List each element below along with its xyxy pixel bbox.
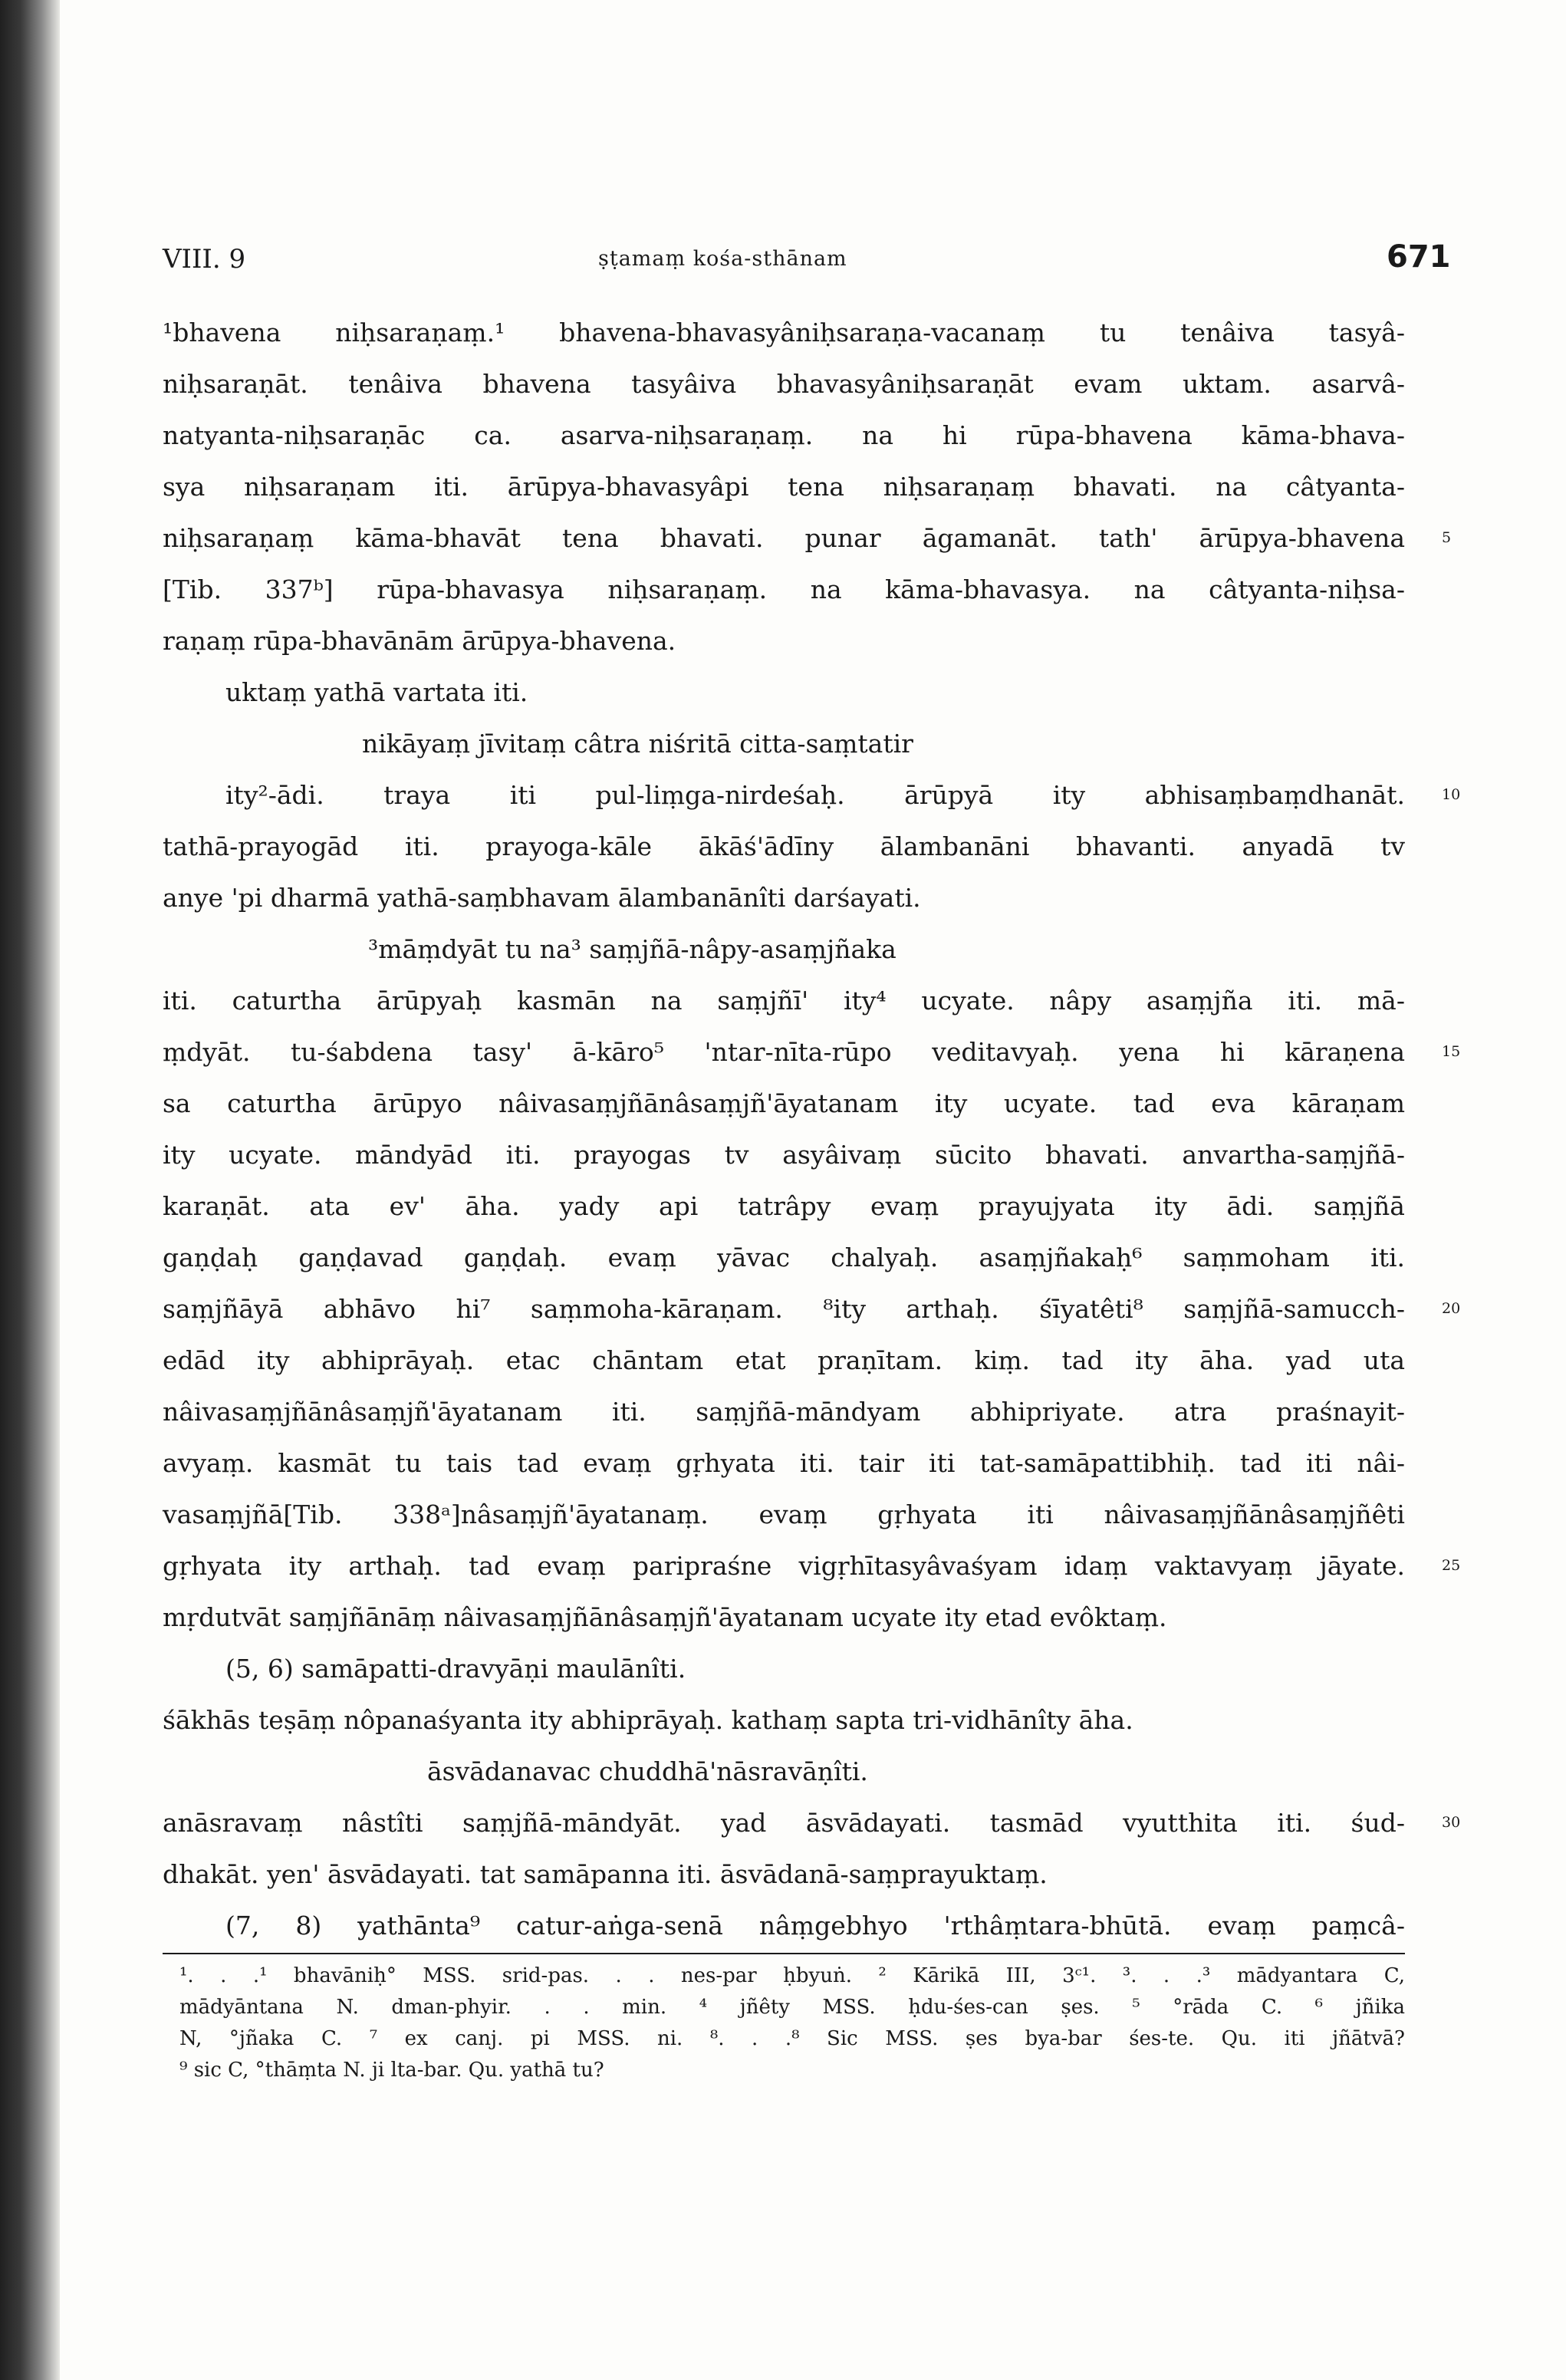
line-number: 10 [1442, 786, 1461, 803]
line-number: 25 [1442, 1557, 1461, 1574]
text-line: gṛhyata ity arthaḥ. tad evaṃ paripraśne vigṛhītasyâvaśyam idaṃ vaktavyaṃ jāyate. 25 [163, 1540, 1405, 1592]
text-line: saṃjñāyā abhāvo hi⁷ saṃmoha-kāraṇam. ⁸ity arthaḥ. śīyatêti⁸ saṃjñā-samucch- 20 [163, 1283, 1405, 1335]
text-line: mṛdutvāt saṃjñānāṃ nâivasaṃjñānâsaṃjñ'āyatanam ucyate ity etad evôktaṃ. [163, 1602, 1167, 1632]
text-line: tathā-prayogād iti. prayoga-kāle ākāś'ādīny ālambanāni bhavanti. anyadā tv [163, 831, 1405, 861]
line-number: 15 [1442, 1043, 1461, 1060]
text-line: anāsravaṃ nâstîti saṃjñā-māndyāt. yad āsvādayati. tasmād vyutthita iti. śud- 30 [163, 1797, 1405, 1848]
text-line: raṇaṃ rūpa-bhavānām ārūpya-bhavena. [163, 626, 676, 656]
text-line: ṃdyāt. tu-śabdena tasy' ā-kāro⁵ 'ntar-nīta-rūpo veditavyaḥ. yena hi kāraṇena 15 [163, 1026, 1405, 1078]
book-spine-shadow [0, 0, 60, 2380]
text-line: natyanta-niḥsaraṇāc ca. asarva-niḥsaraṇaṃ. na hi rūpa-bhavena kāma-bhava- [163, 420, 1405, 450]
text-line: sya niḥsaraṇam iti. ārūpya-bhavasyâpi tena niḥsaraṇaṃ bhavati. na câtyanta- [163, 472, 1405, 502]
main-text [163, 307, 1461, 1951]
footnote-line: ⁹ sic C, °thāṃta N. ji lta-bar. Qu. yathā tu? [179, 2059, 604, 2082]
line-number: 30 [1442, 1814, 1461, 1831]
text-line: iti. caturtha ārūpyaḥ kasmān na saṃjñī' ity⁴ ucyate. nâpy asaṃjña iti. mā- [163, 986, 1405, 1016]
footnote-rule [163, 1953, 1405, 1954]
text-line: vasaṃjñā[Tib. 338ᵃ]nâsaṃjñ'āyatanaṃ. evaṃ gṛhyata iti nâivasaṃjñānâsaṃjñêti [163, 1499, 1405, 1529]
text-line: nâivasaṃjñānâsaṃjñ'āyatanam iti. saṃjñā-māndyam abhipriyate. atra praśnayit- [163, 1397, 1405, 1427]
line-number: 5 [1442, 529, 1452, 546]
text-line: dhakāt. yen' āsvādayati. tat samāpanna iti. āsvādanā-saṃprayuktaṃ. [163, 1859, 1048, 1889]
verse-line: ³māṃdyāt tu na³ saṃjñā-nâpy-asaṃjñaka [368, 934, 897, 964]
line-number: 20 [1442, 1300, 1461, 1317]
text-line: ity ucyate. māndyād iti. prayogas tv asyâivaṃ sūcito bhavati. anvartha-saṃjñā- [163, 1140, 1405, 1170]
footnote-line: N, °jñaka C. ⁷ ex canj. pi MSS. ni. ⁸. . .⁸ Sic MSS. ṣes bya-bar śes-te. Qu. iti jñātvā? [179, 2027, 1405, 2050]
text-line: avyaṃ. kasmāt tu tais tad evaṃ gṛhyata iti. tair iti tat-samāpattibhiḥ. tad iti nâi- [163, 1448, 1405, 1478]
text-line: uktaṃ yathā vartata iti. [225, 677, 528, 707]
text-line: [Tib. 337ᵇ] rūpa-bhavasya niḥsaraṇaṃ. na kāma-bhavasya. na câtyanta-niḥsa- [163, 574, 1405, 604]
text-line: ity²-ādi. traya iti pul-liṃga-nirdeśaḥ. ārūpyā ity abhisaṃbaṃdhanāt. 10 [163, 769, 1405, 821]
kārikā-reference: (5, 6) samāpatti-dravyāṇi maulānîti. [225, 1654, 686, 1684]
text-line: (7, 8) yathānta⁹ catur-aṅga-senā nâṃgebhyo 'rthâṃtara-bhūtā. evaṃ paṃcâ- [225, 1911, 1405, 1941]
text-line: ¹bhavena niḥsaraṇaṃ.¹ bhavena-bhavasyâniḥsaraṇa-vacanaṃ tu tenâiva tasyâ- [163, 318, 1405, 347]
verse-line: āsvādanavac chuddhā'nāsravāṇîti. [427, 1756, 868, 1786]
footnote-line: ¹. . .¹ bhavāniḥ° MSS. srid-pas. . . nes-par ḥbyuṅ. ² Kārikā III, 3ᶜ¹. ³. . .³ mādyantara C, [179, 1964, 1405, 1987]
page-number: 671 [1387, 239, 1451, 275]
text-line: karaṇāt. ata ev' āha. yady api tatrâpy evaṃ prayujyata ity ādi. saṃjñā [163, 1191, 1405, 1221]
running-title: ṣṭamaṃ kośa-sthānam [598, 247, 847, 271]
verse-line: nikāyaṃ jīvitaṃ câtra niśritā citta-saṃtatir [362, 729, 913, 759]
footnotes [163, 1960, 1405, 2086]
chapter-reference: VIII. 9 [163, 244, 246, 275]
text-line: anye 'pi dharmā yathā-saṃbhavam ālambanānîti darśayati. [163, 883, 921, 913]
text-line: gaṇḍaḥ gaṇḍavad gaṇḍaḥ. evaṃ yāvac chalyaḥ. asaṃjñakaḥ⁶ saṃmoham iti. [163, 1243, 1405, 1272]
text-line: śākhās teṣāṃ nôpanaśyanta ity abhiprāyaḥ. kathaṃ sapta tri-vidhānîty āha. [163, 1705, 1133, 1735]
footnote-line: mādyāntana N. dman-phyir. . . min. ⁴ jñêty MSS. ḥdu-śes-can ṣes. ⁵ °rāda C. ⁶ jñika [179, 1996, 1405, 2019]
text-line: sa caturtha ārūpyo nâivasaṃjñānâsaṃjñ'āyatanam ity ucyate. tad eva kāraṇam [163, 1088, 1405, 1118]
text-line: edād ity abhiprāyaḥ. etac chāntam etat praṇītam. kiṃ. tad ity āha. yad uta [163, 1345, 1405, 1375]
running-head [0, 239, 1566, 282]
text-line: niḥsaraṇāt. tenâiva bhavena tasyâiva bhavasyâniḥsaraṇāt evam uktam. asarvâ- [163, 369, 1405, 399]
text-line: niḥsaraṇaṃ kāma-bhavāt tena bhavati. punar āgamanāt. tath' ārūpya-bhavena 5 [163, 512, 1405, 564]
